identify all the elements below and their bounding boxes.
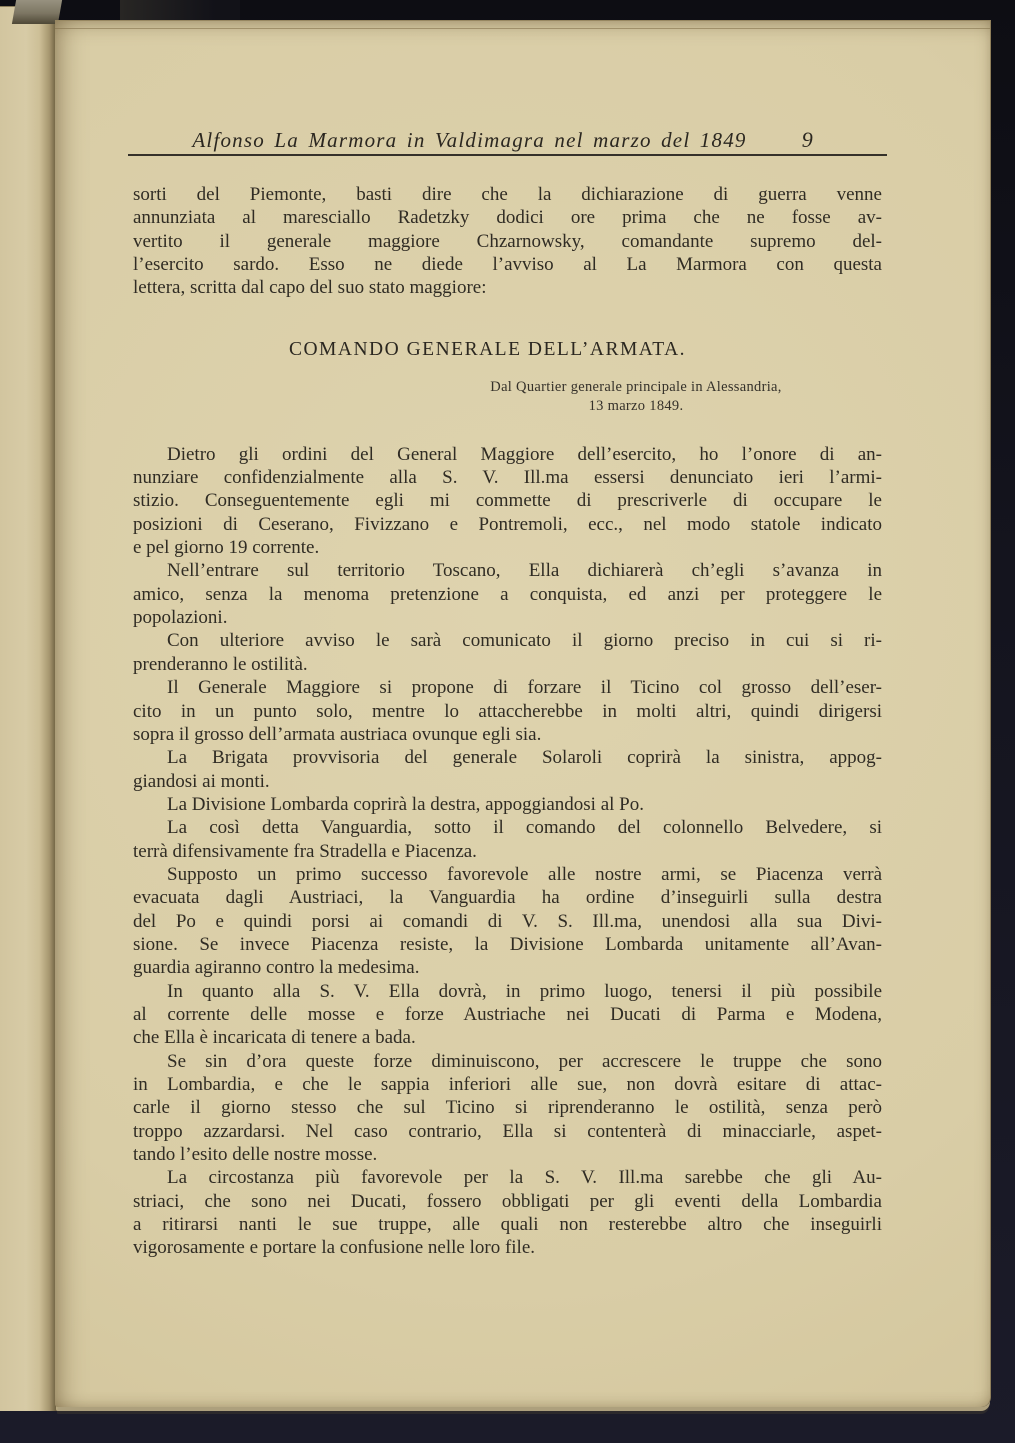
letter-paragraph	[133, 676, 882, 746]
text-line: vertito il generale maggiore Chzarnowsky, comandante supremo del-	[133, 230, 882, 252]
letter-paragraph	[133, 793, 882, 816]
letter-paragraph	[133, 1050, 882, 1167]
text-line: giandosi ai monti.	[133, 770, 270, 792]
text-line: vigorosamente e portare la confusione nelle loro file.	[133, 1237, 536, 1259]
text-line: striaci, che sono nei Ducati, fossero obbligati per gli eventi della Lombardia	[133, 1190, 882, 1212]
text-line: Il Generale Maggiore si propone di forzare il Ticino col grosso dell’eser-	[167, 677, 882, 699]
text-line: amico, senza la menoma pretenzione a conquista, ed anzi per proteggere le	[133, 583, 882, 605]
dateline-place: Dal Quartier generale principale in Alessandria,	[490, 378, 782, 395]
header-rule	[128, 154, 887, 156]
text-line: sione. Se invece Piacenza resiste, la Divisione Lombarda unitamente all’Avan-	[133, 933, 882, 955]
text-line: troppo azzardarsi. Nel caso contrario, Ella si contenterà di minacciarle, aspet-	[133, 1120, 882, 1142]
text-line: guardia agiranno contro la medesima.	[133, 957, 420, 979]
text-line: a ritirarsi nanti le sue truppe, alle quali non resterebbe altro che inseguirli	[133, 1214, 882, 1236]
letter-body	[133, 443, 882, 1260]
text-line: l’esercito sardo. Esso ne diede l’avviso al La Marmora con questa	[133, 254, 882, 276]
book-page	[55, 20, 991, 1407]
letter-paragraph	[133, 1166, 882, 1259]
text-line: La circostanza più favorevole per la S. V. Ill.ma sarebbe che gli Au-	[167, 1167, 882, 1189]
text-line: al corrente delle mosse e forze Austriache nei Ducati di Parma e Modena,	[133, 1003, 882, 1025]
text-line: Se sin d’ora queste forze diminuiscono, per accrescere le truppe che sono	[167, 1050, 882, 1072]
letter-heading: COMANDO GENERALE DELL’ARMATA.	[288, 338, 687, 360]
letter-paragraph	[133, 980, 882, 1050]
text-line: sorti del Piemonte, basti dire che la dichiarazione di guerra venne	[133, 184, 882, 205]
text-line: Nell’entrare sul territorio Toscano, Ella dichiarerà ch’egli s’avanza in	[167, 560, 882, 582]
text-line: nunziare confidenzialmente alla S. V. Ill.ma essersi denunciato ieri l’armi-	[133, 467, 882, 489]
letter-paragraph	[133, 443, 882, 560]
text-line: In quanto alla S. V. Ella dovrà, in primo luogo, tenersi il più possibile	[167, 980, 882, 1002]
text-line: prenderanno le ostilità.	[133, 653, 308, 675]
text-line: evacuata dagli Austriaci, la Vanguardia ha ordine d’inseguirli sulla destra	[133, 887, 882, 909]
book-gutter-pages	[0, 6, 58, 1411]
page-content	[55, 127, 990, 1443]
text-line: stizio. Conseguentemente egli mi commette di prescriverle di occupare le	[133, 490, 882, 512]
letter-paragraph	[133, 816, 882, 863]
binding-shadow	[120, 0, 240, 20]
text-line: annunziata al maresciallo Radetzky dodici ore prima che ne fosse av-	[133, 207, 882, 229]
text-line: La così detta Vanguardia, sotto il comando del colonnello Belvedere, si	[167, 817, 882, 839]
text-line: del Po e quindi porsi ai comandi di V. S. Ill.ma, unendosi alla sua Divi-	[133, 910, 882, 932]
letter-paragraph	[133, 746, 882, 793]
text-line: La Divisione Lombarda coprirà la destra, appoggiandosi al Po.	[167, 793, 644, 815]
text-line: posizioni di Ceserano, Fivizzano e Pontremoli, ecc., nel modo statole indicato	[133, 513, 882, 535]
page-body	[133, 183, 882, 1260]
intro-paragraph	[133, 183, 882, 300]
text-line: La Brigata provvisoria del generale Solaroli coprirà la sinistra, appog-	[167, 747, 882, 769]
text-line: e pel giorno 19 corrente.	[133, 537, 320, 559]
letter-paragraph	[133, 863, 882, 980]
text-line: che Ella è incaricata di tenere a bada.	[133, 1027, 416, 1049]
text-line: Con ulteriore avviso le sarà comunicato il giorno preciso in cui si ri-	[167, 630, 882, 652]
text-line: tando l’esito delle nostre mosse.	[133, 1144, 378, 1166]
running-header-title: Alfonso La Marmora in Valdimagra nel marzo del 1849	[192, 128, 747, 152]
text-line: carle il giorno stesso che sul Ticino si riprenderanno le ostilità, senza però	[133, 1097, 882, 1119]
text-line: popolazioni.	[133, 607, 228, 629]
letter-paragraph	[133, 629, 882, 676]
text-line: Supposto un primo successo favorevole alle nostre armi, se Piacenza verrà	[167, 863, 882, 885]
running-header	[133, 127, 882, 153]
text-line: terrà difensivamente fra Stradella e Piacenza.	[133, 840, 477, 862]
letter-dateline	[456, 378, 816, 417]
text-line: cito in un punto solo, mentre lo attaccherebbe in molti altri, quindi dirigersi	[133, 700, 882, 722]
page-number: 9	[801, 127, 814, 152]
text-line: sopra il grosso dell’armata austriaca ovunque egli sia.	[133, 723, 542, 745]
dateline-date: 13 marzo 1849.	[588, 398, 684, 415]
text-line: Dietro gli ordini del General Maggiore dell’esercito, ho l’onore di an-	[167, 443, 882, 465]
text-line: lettera, scritta dal capo del suo stato maggiore:	[133, 277, 487, 299]
letter-paragraph	[133, 559, 882, 629]
text-line: in Lombardia, e che le sappia inferiori alle sue, non dovrà esitare di attac-	[133, 1074, 882, 1095]
